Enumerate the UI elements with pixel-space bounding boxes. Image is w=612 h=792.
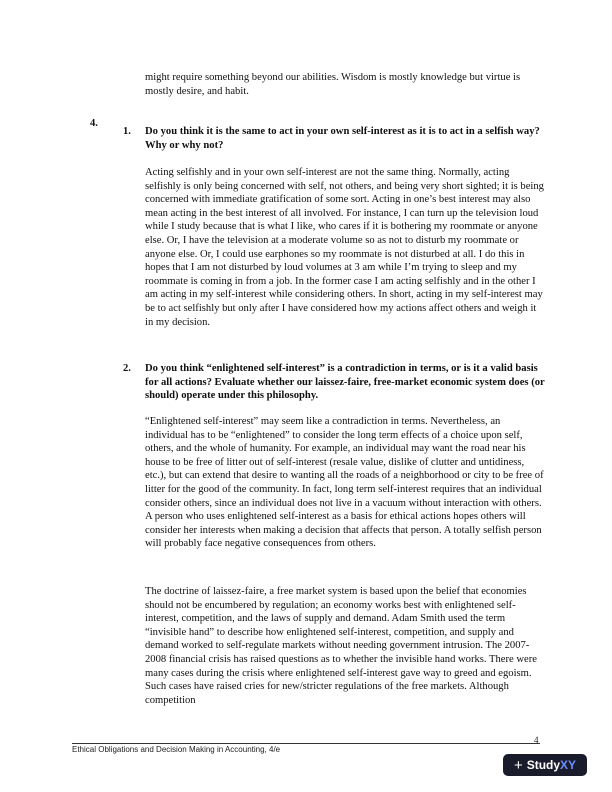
logo-text-xy: XY bbox=[560, 758, 577, 772]
question-1-text: Do you think it is the same to act in your own self-interest as it is to act in a selfish way? Why or why not? bbox=[145, 126, 540, 151]
intro-paragraph: might require something beyond our abilities. Wisdom is mostly knowledge but virtue is mostly desire, and habit. bbox=[145, 72, 521, 97]
question-2-number: 2. bbox=[123, 363, 131, 374]
studyxy-logo-badge[interactable] bbox=[503, 754, 587, 776]
plus-icon: + bbox=[513, 756, 523, 774]
page-number: 4 bbox=[534, 735, 539, 745]
section-number: 4. bbox=[90, 118, 98, 129]
logo-text-study: Study bbox=[526, 758, 561, 772]
question-2-answer-paragraph-2: The doctrine of laissez-faire, a free market system is based upon the belief that economies should not be encumbered by regulation; an economy works best with enlightened self-interest, competition, and the laws of supply and demand. Adam Smith used the term “invisible hand” to describe how enlightened self-interest, competition, and supply and demand worked to self-regulate markets without needing government intrusion. The 2007-2008 financial crisis has raised questions as to whether the invisible hand works. There were many cases during the crisis where enlightened self-interest gave way to greed and egoism. Such cases have raised cries for new/stricter regulations of the free markets. Although competition bbox=[145, 586, 537, 706]
footer-book-title: Ethical Obligations and Decision Making in Accounting, 4/e bbox=[72, 745, 281, 754]
question-1-number: 1. bbox=[123, 126, 131, 137]
footer-divider bbox=[72, 743, 540, 744]
question-2-text: Do you think “enlightened self-interest” is a contradiction in terms, or is it a valid basis for all actions? Evaluate whether our laissez-faire, free-market economic system does (or should) operate under this philosophy. bbox=[145, 363, 545, 402]
question-1-answer: Acting selfishly and in your own self-interest are not the same thing. Normally, acting selfishly is only being concerned with self, not others, and being very short sighted; it is being concerned with immediate gratification of some sort. Acting in one’s best interest may also mean acting in the best interest of all involved. For instance, I can turn up the television loud while I study because that is what I like, who cares if it is bothering my roommate or anyone else. Or, I have the television at a moderate volume so as not to disturb my roommate or anyone else. Or, I could use earphones so my roommate is not disturbed at all. I do this in hopes that I am not disturbed by loud volumes at 3 am while I’m trying to sleep and my roommate is coming in from a job. In the former case I am acting selfishly and in the other I am acting in my self-interest while considering others. In short, acting in my self-interest may be to act selfishly but only after I have considered how my actions affect others and weigh it in my decision. bbox=[145, 167, 544, 328]
question-2-answer-paragraph-1: “Enlightened self-interest” may seem like a contradiction in terms. Nevertheless, an individual has to be “enlightened” to consider the long term effects of a choice upon self, others, and the whole of humanity. For example, an individual may want the road near his house to be free of litter out of self-interest (resale value, dislike of clutter and untidiness, etc.), but can extend that desire to wanting all the roads of a neighborhood or city to be free of litter for the good of the community. In fact, long term self-interest requires that an individual consider others, since an individual does not live in a vacuum without interaction with others. A person who uses enlightened self-interest as a basis for ethical actions hopes others will consider her interests when making a decision that affects that person. A totally selfish person will probably face negative consequences from others. bbox=[145, 416, 544, 550]
